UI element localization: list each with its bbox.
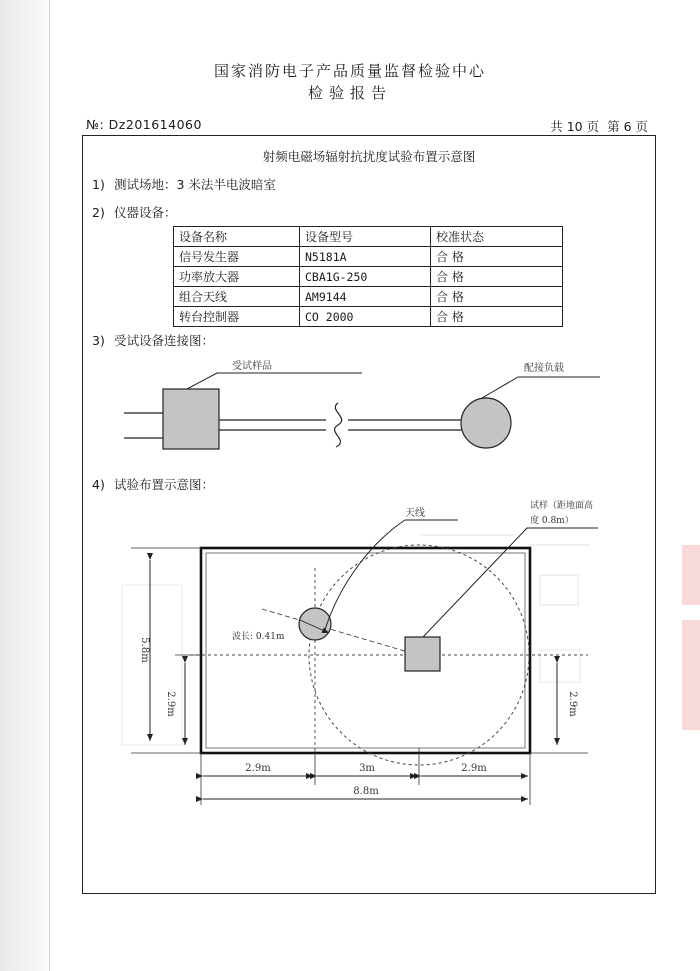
sample-label-line2: 度 0.8m） xyxy=(530,516,574,526)
connection-diagram xyxy=(124,359,600,449)
item-number: 2) xyxy=(92,205,105,220)
cable-break-mark xyxy=(335,403,342,447)
item-label: 试验布置示意图： xyxy=(114,477,215,492)
table-cell: 组合天线 xyxy=(174,287,300,307)
dim-height-right-label: 2.9m xyxy=(567,691,578,717)
eut-leader-line xyxy=(187,373,362,389)
dim-width-mid-label: 3m xyxy=(359,763,375,774)
eut-box xyxy=(163,389,219,449)
table-cell: 转台控制器 xyxy=(174,307,300,327)
table-cell: 合 格 xyxy=(431,287,563,307)
dim-width-left-label: 2.9m xyxy=(245,763,271,774)
sample-leader xyxy=(423,528,598,637)
table-cell: CO 2000 xyxy=(300,307,431,327)
item-label: 仪器设备： xyxy=(114,205,177,220)
report-type-title: 检验报告 xyxy=(307,84,392,102)
room-outer-wall xyxy=(201,548,530,753)
table-cell: 合 格 xyxy=(431,307,563,327)
report-number: №: Dz201614060 xyxy=(86,117,202,132)
load-label: 配接负载 xyxy=(524,363,564,374)
antenna-beam-line xyxy=(262,609,418,655)
table-cell: 功率放大器 xyxy=(174,267,300,287)
item-number: 1) xyxy=(92,177,105,192)
sample-label-line1: 试样（距地面高 xyxy=(530,501,594,511)
load-leader-line xyxy=(482,377,600,398)
load-circle xyxy=(461,398,511,448)
column-header: 设备型号 xyxy=(300,227,431,247)
room-inner-wall xyxy=(206,553,525,748)
bg-shape xyxy=(122,585,182,745)
column-header: 设备名称 xyxy=(174,227,300,247)
eut-label: 受试样品 xyxy=(232,361,272,372)
dim-height-total-label: 5.8m xyxy=(139,637,150,663)
antenna-leader xyxy=(324,520,458,633)
wavelength-label: 波长: 0.41m xyxy=(232,632,285,642)
current-page: 第 6 页 xyxy=(607,119,648,134)
table-cell: N5181A xyxy=(300,247,431,267)
column-header: 校准状态 xyxy=(431,227,563,247)
item-number: 4) xyxy=(92,477,105,492)
table-cell: AM9144 xyxy=(300,287,431,307)
dim-height-left-label: 2.9m xyxy=(165,691,176,717)
table-cell: CBA1G-250 xyxy=(300,267,431,287)
section-title: 射频电磁场辐射抗扰度试验布置示意图 xyxy=(262,149,476,164)
bg-shape xyxy=(540,575,578,605)
item-label: 测试场地：3 米法半电波暗室 xyxy=(114,177,276,192)
org-title: 国家消防电子产品质量监督检验中心 xyxy=(213,62,486,80)
layout-diagram xyxy=(122,499,598,805)
dim-width-right-label: 2.9m xyxy=(461,763,487,774)
item-label: 受试设备连接图： xyxy=(114,333,215,348)
antenna-label: 天线 xyxy=(405,508,425,519)
table-cell: 合 格 xyxy=(431,247,563,267)
total-pages: 共 10 页 xyxy=(550,119,600,134)
table-cell: 信号发生器 xyxy=(174,247,300,267)
sample-box xyxy=(405,637,440,671)
antenna-circle xyxy=(299,608,331,640)
table-cell: 合 格 xyxy=(431,267,563,287)
item-number: 3) xyxy=(92,333,105,348)
dim-width-total-label: 8.8m xyxy=(353,786,379,797)
